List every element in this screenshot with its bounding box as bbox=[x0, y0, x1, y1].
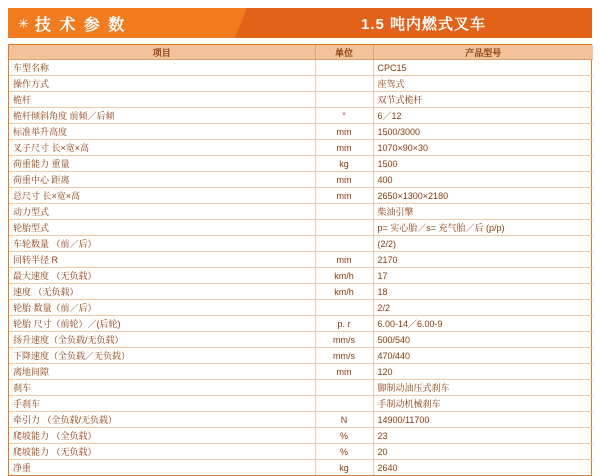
cell-item-name: 总尺寸 长×宽×高 bbox=[9, 188, 315, 204]
table-row bbox=[9, 284, 593, 300]
cell-value: 1500 bbox=[373, 156, 593, 172]
cell-unit: kg bbox=[315, 156, 373, 172]
cell-item-name: 标准举升高度 bbox=[9, 124, 315, 140]
cell-value: 18 bbox=[373, 284, 593, 300]
table-row bbox=[9, 188, 593, 204]
cell-item-name: 车轮数量 （前／后） bbox=[9, 236, 315, 252]
table-row bbox=[9, 380, 593, 396]
cell-item-name: 动力型式 bbox=[9, 204, 315, 220]
cell-value: 双节式桅杆 bbox=[373, 92, 593, 108]
cell-value: 座驾式 bbox=[373, 76, 593, 92]
table-row bbox=[9, 140, 593, 156]
cell-unit: mm bbox=[315, 124, 373, 140]
cell-unit: % bbox=[315, 428, 373, 444]
spec-table-body bbox=[9, 60, 593, 476]
table-row bbox=[9, 108, 593, 124]
cell-value: 17 bbox=[373, 268, 593, 284]
cell-item-name: 叉子尺寸 长×宽×高 bbox=[9, 140, 315, 156]
table-row bbox=[9, 236, 593, 252]
cell-unit bbox=[315, 300, 373, 316]
spec-table-head bbox=[9, 45, 593, 60]
cell-item-name: 离地间隙 bbox=[9, 364, 315, 380]
spec-sheet-page bbox=[0, 8, 600, 473]
cell-item-name: 净重 bbox=[9, 460, 315, 476]
cell-value: 23 bbox=[373, 428, 593, 444]
cell-item-name: 最大速度 （无负载） bbox=[9, 268, 315, 284]
cell-unit: mm bbox=[315, 172, 373, 188]
table-row bbox=[9, 124, 593, 140]
cell-unit: mm bbox=[315, 364, 373, 380]
cell-unit bbox=[315, 204, 373, 220]
table-row bbox=[9, 172, 593, 188]
cell-item-name: 牵引力 （全负载/无负载） bbox=[9, 412, 315, 428]
cell-item-name: 轮胎型式 bbox=[9, 220, 315, 236]
cell-value: 500/540 bbox=[373, 332, 593, 348]
cell-item-name: 刹车 bbox=[9, 380, 315, 396]
cell-unit bbox=[315, 220, 373, 236]
cell-item-name: 荷重中心 距离 bbox=[9, 172, 315, 188]
table-row bbox=[9, 92, 593, 108]
cell-unit: % bbox=[315, 444, 373, 460]
cell-unit: kg bbox=[315, 460, 373, 476]
cell-item-name: 轮胎 数量（前／后） bbox=[9, 300, 315, 316]
spec-table bbox=[9, 45, 593, 475]
table-row bbox=[9, 76, 593, 92]
cell-item-name: 速度 （无负载） bbox=[9, 284, 315, 300]
asterisk-icon: ✳ bbox=[18, 15, 29, 31]
table-row bbox=[9, 300, 593, 316]
header-left-banner bbox=[8, 8, 233, 38]
table-row bbox=[9, 204, 593, 220]
page-header bbox=[8, 8, 592, 38]
cell-value: 2/2 bbox=[373, 300, 593, 316]
spec-table-wrapper bbox=[8, 44, 592, 476]
cell-value: 470/440 bbox=[373, 348, 593, 364]
cell-unit: mm/s bbox=[315, 348, 373, 364]
cell-value: 2650×1300×2180 bbox=[373, 188, 593, 204]
cell-item-name: 扬升速度（全负载/无负载） bbox=[9, 332, 315, 348]
cell-unit: mm bbox=[315, 140, 373, 156]
cell-unit: p. r bbox=[315, 316, 373, 332]
table-row bbox=[9, 364, 593, 380]
cell-value: 1500/3000 bbox=[373, 124, 593, 140]
cell-value: 脚制动油压式刹车 bbox=[373, 380, 593, 396]
cell-item-name: 下降速度（全负载／无负载） bbox=[9, 348, 315, 364]
cell-value: 2640 bbox=[377, 462, 398, 473]
cell-unit: ° bbox=[315, 108, 373, 124]
table-row bbox=[9, 332, 593, 348]
cell-item-name: 操作方式 bbox=[9, 76, 315, 92]
cell-unit: mm bbox=[315, 252, 373, 268]
column-header-unit: 单位 bbox=[315, 45, 373, 60]
cell-value: 120 bbox=[373, 364, 593, 380]
cell-unit: mm bbox=[315, 188, 373, 204]
cell-unit bbox=[315, 236, 373, 252]
table-row bbox=[9, 396, 593, 412]
table-row bbox=[9, 316, 593, 332]
cell-item-name: 爬坡能力 （无负载） bbox=[9, 444, 315, 460]
cell-unit: km/h bbox=[315, 268, 373, 284]
cell-value: 400 bbox=[373, 172, 593, 188]
header-left-title: 技 术 参 数 bbox=[34, 16, 127, 34]
table-row bbox=[9, 220, 593, 236]
cell-value: 2170 bbox=[373, 252, 593, 268]
header-slant-divider bbox=[233, 8, 255, 38]
cell-value: 手制动机械刹车 bbox=[373, 396, 593, 412]
table-row bbox=[9, 444, 593, 460]
cell-unit bbox=[315, 60, 373, 76]
cell-item-name: 手刹车 bbox=[9, 396, 315, 412]
cell-value: 6／12 bbox=[373, 108, 593, 124]
cell-item-name: 桅杆倾斜角度 前倾／后倾 bbox=[9, 108, 315, 124]
cell-value: p= 实心胎／s= 充气胎／后 (p/p) bbox=[373, 220, 593, 236]
cell-unit bbox=[315, 380, 373, 396]
column-header-item: 项目 bbox=[9, 45, 315, 60]
column-header-model: 产品型号 bbox=[373, 45, 593, 60]
cell-value: (2/2) bbox=[373, 236, 593, 252]
table-row bbox=[9, 252, 593, 268]
cell-value: 14900/11700 bbox=[373, 412, 593, 428]
cell-item-name: 桅杆 bbox=[9, 92, 315, 108]
table-header-row bbox=[9, 45, 593, 60]
cell-unit bbox=[315, 396, 373, 412]
cell-value: CPC15 bbox=[373, 60, 593, 76]
cell-unit: mm/s bbox=[315, 332, 373, 348]
cell-unit bbox=[315, 76, 373, 92]
cell-item-name: 车型名称 bbox=[9, 60, 315, 76]
cell-item-name: 回转半径 R bbox=[9, 252, 315, 268]
table-row bbox=[9, 156, 593, 172]
table-row bbox=[9, 348, 593, 364]
cell-item-name: 轮胎 尺寸（前轮）／(后轮) bbox=[9, 316, 315, 332]
cell-value: 柴油引擎 bbox=[373, 204, 593, 220]
cell-unit: km/h bbox=[315, 284, 373, 300]
cell-value: 20 bbox=[373, 444, 593, 460]
cell-unit bbox=[315, 92, 373, 108]
header-right-title: 1.5 吨内燃式叉车 bbox=[255, 8, 592, 38]
table-row bbox=[9, 412, 593, 428]
cell-item-name: 爬坡能力 （全负载） bbox=[9, 428, 315, 444]
table-row bbox=[9, 460, 593, 476]
cell-item-name: 荷重能力 重量 bbox=[9, 156, 315, 172]
table-row bbox=[9, 268, 593, 284]
cell-unit: N bbox=[315, 412, 373, 428]
table-row bbox=[9, 60, 593, 76]
cell-value: 1070×90×30 bbox=[373, 140, 593, 156]
cell-value: 6.00-14／6.00-9 bbox=[373, 316, 593, 332]
table-row bbox=[9, 428, 593, 444]
